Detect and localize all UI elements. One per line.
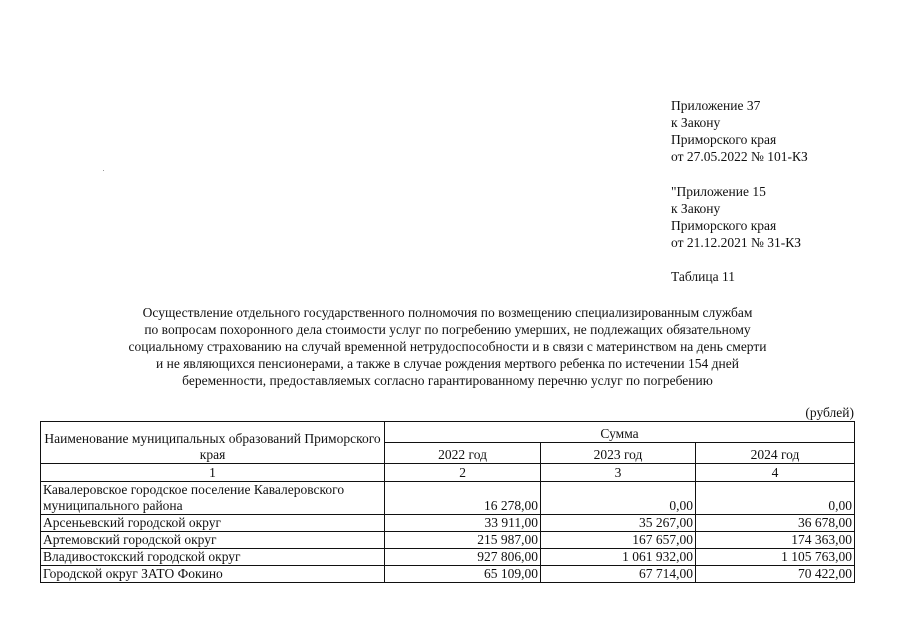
- title-line: и не являющихся пенсионерами, а также в случае рождения мертвого ребенка по истечении 154 дней: [156, 356, 739, 371]
- annex-current: [671, 97, 808, 165]
- scan-speck: [103, 170, 104, 171]
- annex-previous: [671, 183, 801, 251]
- row-value-2023: 167 657,00: [541, 532, 696, 549]
- row-value-2022: 65 109,00: [385, 566, 541, 583]
- annex-current-line: Приложение 37: [671, 98, 761, 113]
- row-value-2024: 174 363,00: [695, 532, 854, 549]
- units-label: (рублей): [805, 405, 854, 420]
- header-year-2024: 2024 год: [695, 443, 854, 464]
- table-number: Таблица 11: [671, 269, 735, 284]
- table-row: [41, 515, 855, 532]
- document-title: [40, 304, 855, 389]
- header-year-2022: 2022 год: [385, 443, 541, 464]
- row-value-2023: 35 267,00: [541, 515, 696, 532]
- header-sum: Сумма: [385, 422, 855, 443]
- row-name: Арсеньевский городской округ: [41, 515, 385, 532]
- row-value-2024: 1 105 763,00: [695, 549, 854, 566]
- title-line: по вопросам похоронного дела стоимости услуг по погребению умерших, не подлежащих обязательному: [144, 322, 751, 337]
- header-municipality: Наименование муниципальных образований Приморского края: [41, 422, 385, 464]
- title-line: Осуществление отдельного государственного полномочия по возмещению специализированным службам: [142, 305, 753, 320]
- column-number: 3: [541, 464, 696, 482]
- row-name: Владивостокский городской округ: [41, 549, 385, 566]
- row-value-2024: 70 422,00: [695, 566, 854, 583]
- annex-current-line: Приморского края: [671, 132, 777, 147]
- header-year-2023: 2023 год: [541, 443, 696, 464]
- title-line: социальному страхованию на случай временной нетрудоспособности и в связи с материнством на день смерти: [128, 339, 767, 354]
- row-value-2024: 36 678,00: [695, 515, 854, 532]
- title-line: беременности, предоставляемых согласно гарантированному перечню услуг по погребению: [182, 373, 713, 388]
- column-number: 1: [41, 464, 385, 482]
- annex-current-line: к Закону: [671, 115, 721, 130]
- table-row: [41, 482, 855, 515]
- row-value-2023: 1 061 932,00: [541, 549, 696, 566]
- annex-previous-line: к Закону: [671, 201, 721, 216]
- table-row: [41, 566, 855, 583]
- annex-previous-line: от 21.12.2021 № 31-КЗ: [671, 235, 801, 250]
- row-value-2024: 0,00: [695, 482, 854, 515]
- row-value-2022: 927 806,00: [385, 549, 541, 566]
- row-name: Городской округ ЗАТО Фокино: [41, 566, 385, 583]
- annex-current-line: от 27.05.2022 № 101-КЗ: [671, 149, 808, 164]
- table-row: [41, 549, 855, 566]
- row-name: Артемовский городской округ: [41, 532, 385, 549]
- table-row: [41, 532, 855, 549]
- column-number: 4: [695, 464, 854, 482]
- column-number: 2: [385, 464, 541, 482]
- budget-table: [40, 421, 855, 583]
- annex-previous-line: "Приложение 15: [671, 184, 766, 199]
- row-value-2022: 215 987,00: [385, 532, 541, 549]
- row-value-2023: 67 714,00: [541, 566, 696, 583]
- row-value-2022: 16 278,00: [385, 482, 541, 515]
- annex-previous-line: Приморского края: [671, 218, 777, 233]
- row-name: Кавалеровское городское поселение Кавалеровского муниципального района: [41, 482, 385, 515]
- row-value-2022: 33 911,00: [385, 515, 541, 532]
- row-value-2023: 0,00: [541, 482, 696, 515]
